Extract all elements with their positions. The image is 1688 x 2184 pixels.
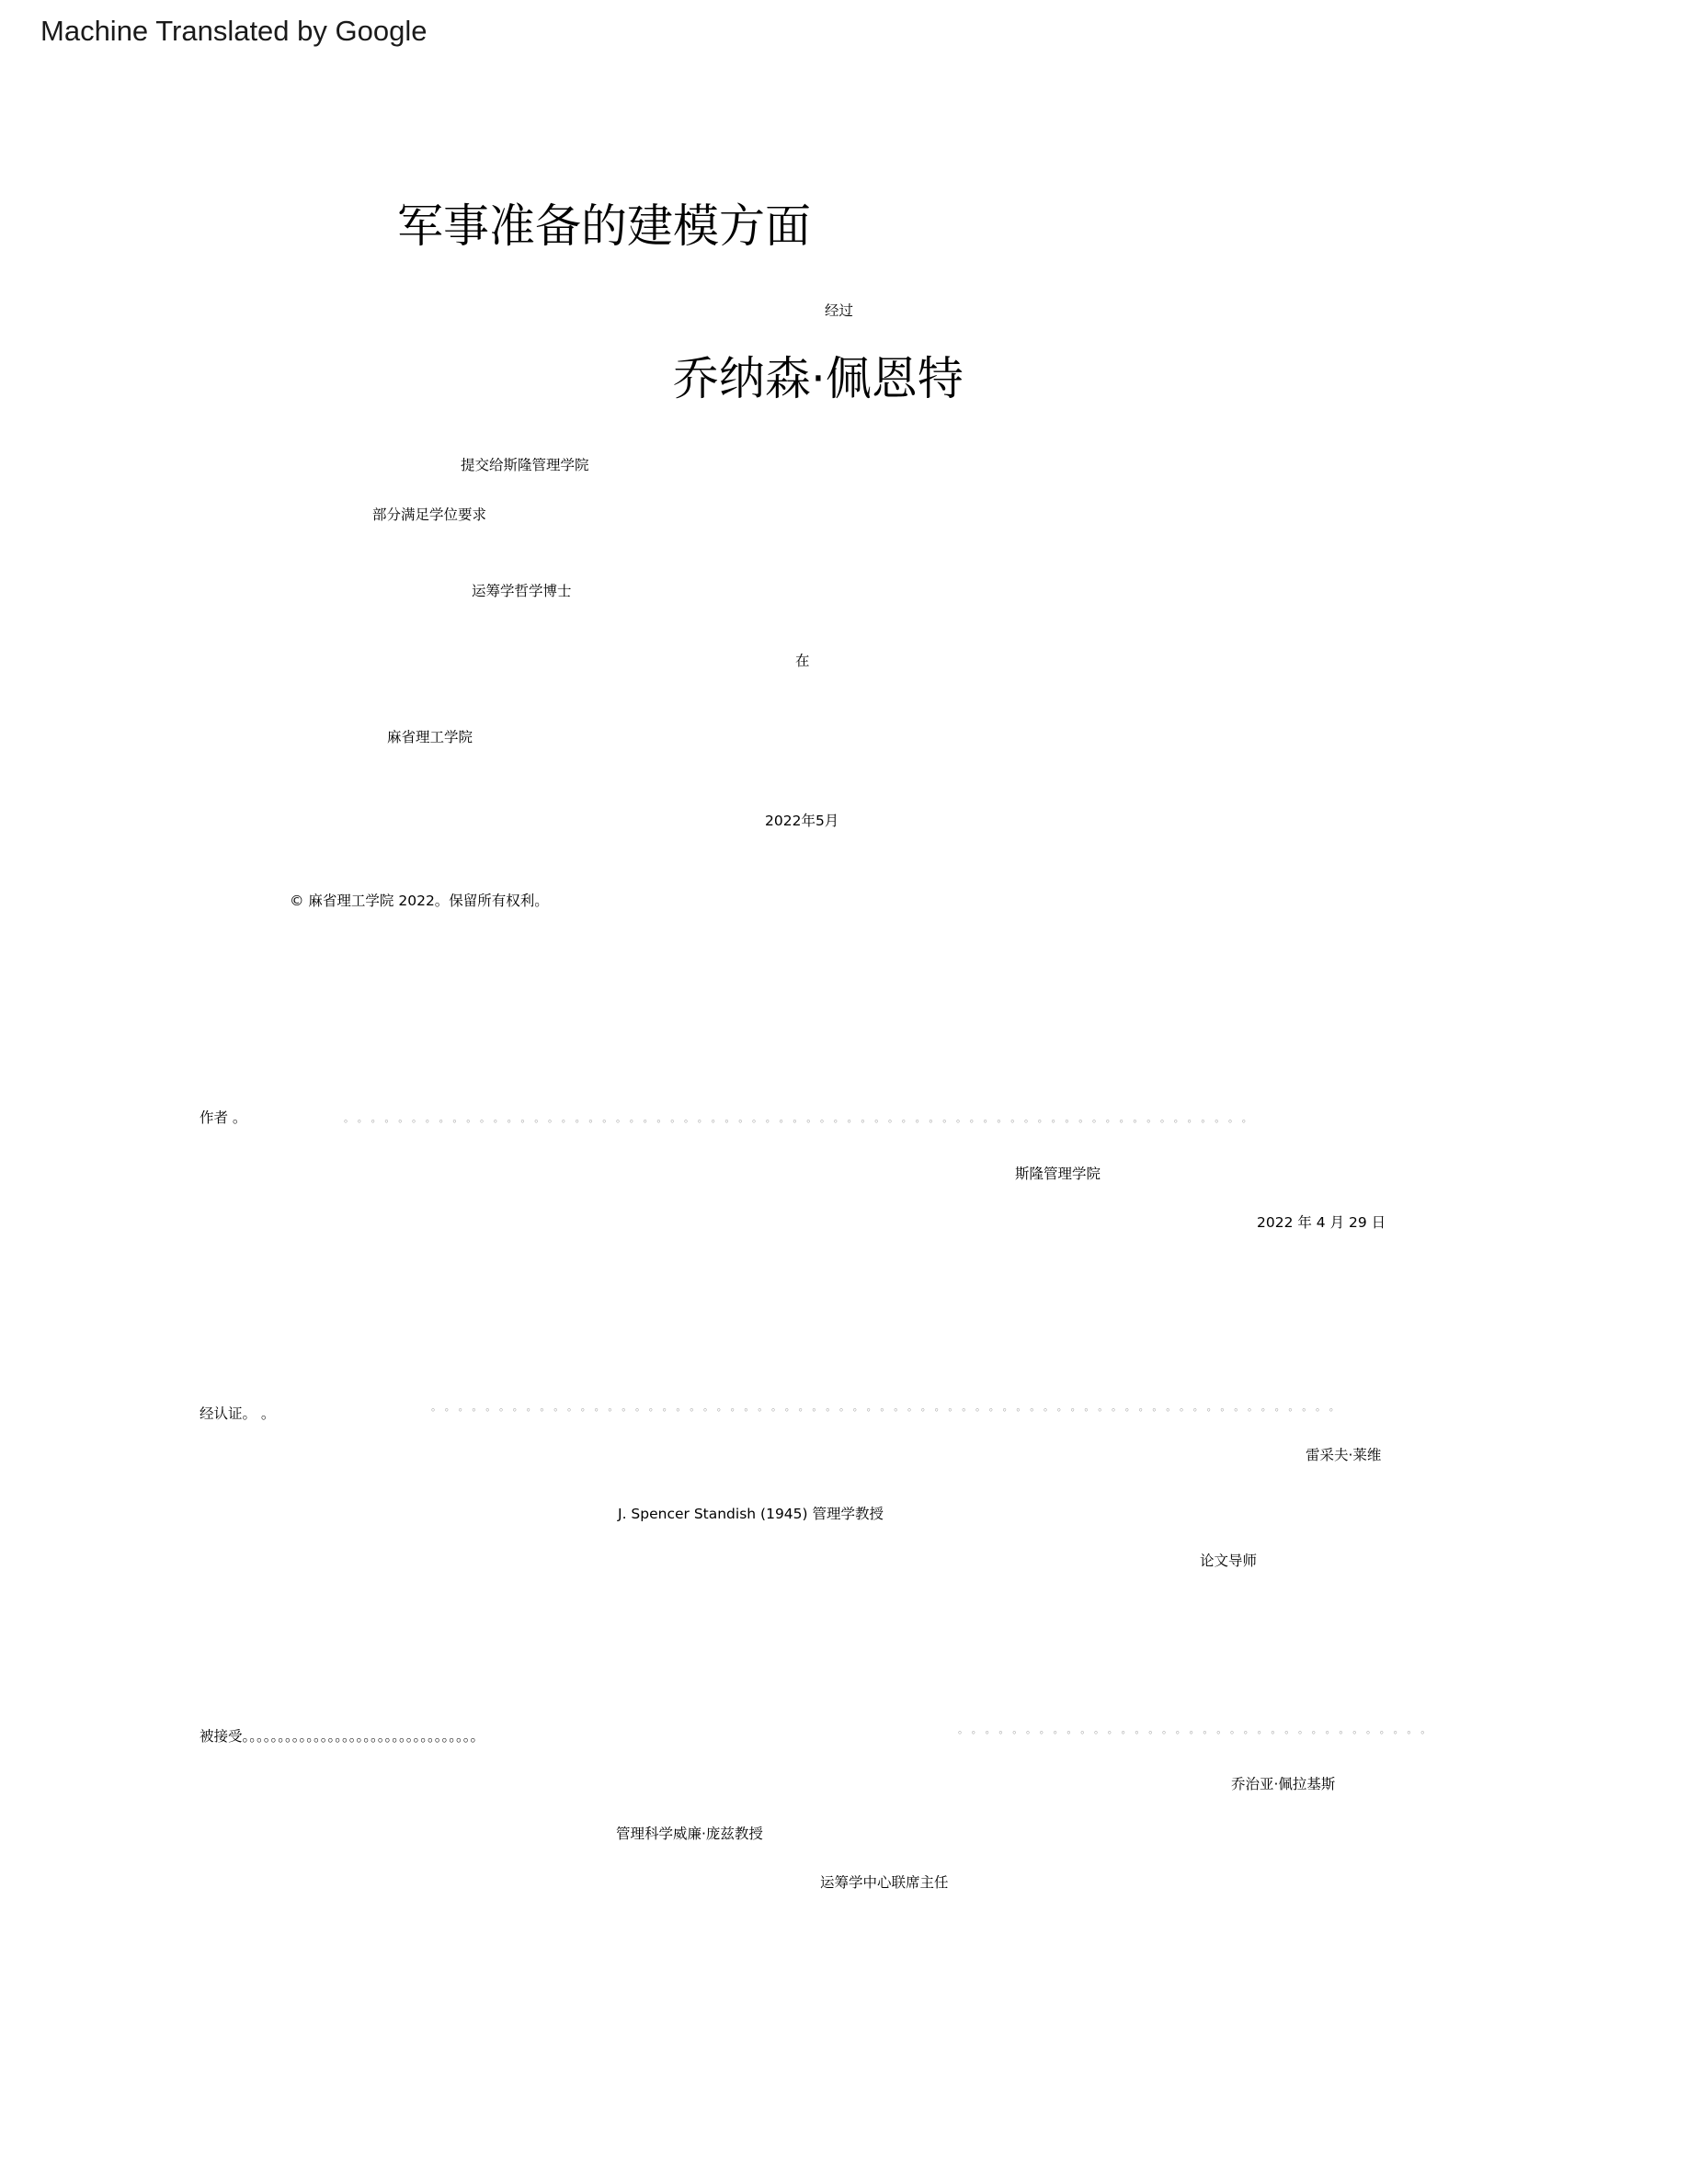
by-label: 经过 (825, 302, 854, 319)
copyright-notice: © 麻省理工学院 2022。保留所有权利。 (290, 893, 549, 909)
certifier-position: J. Spencer Standish (1945) 管理学教授 (618, 1506, 884, 1522)
degree-name: 运筹学哲学博士 (472, 583, 572, 599)
certified-signature-line: 。。。。。。。。。。。。。。。。。。。。。。。。。。。。。。。。。。。。。。。。。。。。。。。。。。。。。。。。。。。。。。。。。。。 (431, 1401, 1349, 1413)
acceptor-role: 运筹学中心联席主任 (820, 1874, 949, 1891)
certified-by-label: 经认证。 。 (200, 1405, 276, 1422)
author-signature-label: 作者 。 (200, 1109, 247, 1126)
institution-name: 麻省理工学院 (387, 729, 473, 745)
author-department: 斯隆管理学院 (1015, 1166, 1101, 1182)
at-label: 在 (795, 653, 810, 669)
author-signature-line: 。。。。。。。。。。。。。。。。。。。。。。。。。。。。。。。。。。。。。。。。。。。。。。。。。。。。。。。。。。。。。。。。。。。 (344, 1112, 1261, 1124)
certifier-role: 论文导师 (1200, 1553, 1258, 1569)
submitted-to: 提交给斯隆管理学院 (461, 457, 589, 473)
certifier-name: 雷采夫·莱维 (1306, 1447, 1382, 1463)
acceptor-name: 乔治亚·佩拉基斯 (1231, 1776, 1336, 1792)
author-signature-date: 2022 年 4 月 29 日 (1257, 1214, 1386, 1231)
thesis-title: 军事准备的建模方面 (397, 199, 811, 253)
partial-fulfillment: 部分满足学位要求 (372, 506, 487, 523)
author-name: 乔纳森·佩恩特 (673, 352, 964, 405)
accepted-by-label: 被接受。。。。。。。。。。。。。。。。。。。。。。。。。。。。。。。。。 (200, 1728, 485, 1745)
submission-date: 2022年5月 (765, 813, 839, 829)
accepted-signature-line: 。。。。。。。。。。。。。。。。。。。。。。。。。。。。。。。。。。。 (958, 1723, 1440, 1735)
acceptor-position: 管理科学威廉·庞兹教授 (616, 1826, 763, 1842)
machine-translation-banner: Machine Translated by Google (40, 15, 428, 47)
